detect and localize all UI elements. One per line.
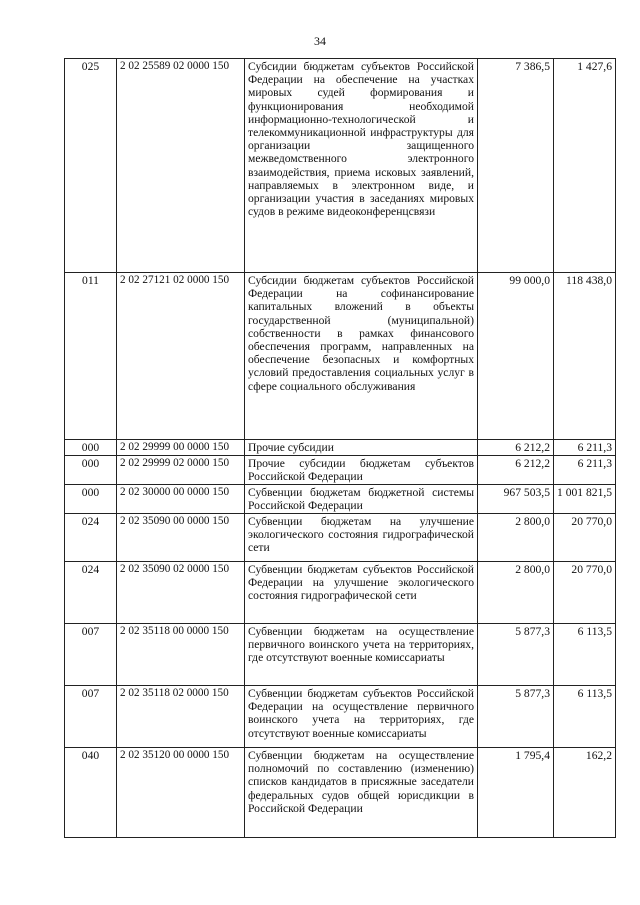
row-code-cell: 007	[65, 686, 117, 748]
row-value-2019-cell: 6 212,2	[478, 456, 554, 485]
row-code-cell: 024	[65, 562, 117, 624]
row-value-2020-cell: 6 211,3	[554, 440, 616, 456]
row-kbk-cell: 2 02 25589 02 0000 150	[117, 59, 245, 273]
row-value-2020-cell: 118 438,0	[554, 273, 616, 440]
row-value-2020-cell: 162,2	[554, 748, 616, 838]
page-number: 34	[314, 34, 326, 48]
row-value-2020-cell: 20 770,0	[554, 562, 616, 624]
table-row	[65, 485, 616, 514]
row-value-2019-cell: 99 000,0	[478, 273, 554, 440]
row-kbk-cell: 2 02 29999 00 0000 150	[117, 440, 245, 456]
row-value-2019-cell: 967 503,5	[478, 485, 554, 514]
row-value-2020-cell: 6 113,5	[554, 624, 616, 686]
row-name-cell: Субвенции бюджетам на осуществление полномочий по составлению (изменению) списков кандидатов в присяжные заседатели федеральных судов общей юрисдикции в Российской Федерации	[245, 748, 478, 838]
row-value-2019-cell: 5 877,3	[478, 686, 554, 748]
table-row	[65, 514, 616, 562]
row-code-cell: 011	[65, 273, 117, 440]
table-row	[65, 624, 616, 686]
row-name-cell: Субвенции бюджетам на улучшение экологического состояния гидрографической сети	[245, 514, 478, 562]
row-value-2019-cell: 2 800,0	[478, 562, 554, 624]
row-value-2020-cell: 6 211,3	[554, 456, 616, 485]
row-kbk-cell: 2 02 30000 00 0000 150	[117, 485, 245, 514]
row-value-2019-cell: 6 212,2	[478, 440, 554, 456]
row-kbk-cell: 2 02 35118 00 0000 150	[117, 624, 245, 686]
row-kbk-cell: 2 02 35118 02 0000 150	[117, 686, 245, 748]
row-name-cell: Субвенции бюджетам на осуществление первичного воинского учета на территориях, где отсутствуют военные комиссариаты	[245, 624, 478, 686]
budget-table-body	[65, 59, 616, 838]
row-kbk-cell: 2 02 29999 02 0000 150	[117, 456, 245, 485]
row-name-cell: Субвенции бюджетам субъектов Российской Федерации на осуществление первичного воинского учета на территориях, где отсутствуют военные комиссариаты	[245, 686, 478, 748]
table-row	[65, 456, 616, 485]
row-value-2020-cell: 1 001 821,5	[554, 485, 616, 514]
row-value-2020-cell: 20 770,0	[554, 514, 616, 562]
row-name-cell: Прочие субсидии бюджетам субъектов Российской Федерации	[245, 456, 478, 485]
row-value-2020-cell: 1 427,6	[554, 59, 616, 273]
row-value-2019-cell: 5 877,3	[478, 624, 554, 686]
table-row	[65, 748, 616, 838]
row-kbk-cell: 2 02 35090 02 0000 150	[117, 562, 245, 624]
table-row	[65, 686, 616, 748]
row-code-cell: 025	[65, 59, 117, 273]
row-name-cell: Субсидии бюджетам субъектов Российской Федерации на обеспечение на участках мировых судей формирования и функционирования необходимой информационно-технологической и телекоммуникационной инфраструктуры для организации защищенного межведомственного электронного взаимодействия, приема исковых заявлений, направляемых в электронном виде, и организации участия в заседаниях мировых судов в режиме видеоконференцсвязи	[245, 59, 478, 273]
table-row	[65, 273, 616, 440]
row-name-cell: Субвенции бюджетам бюджетной системы Российской Федерации	[245, 485, 478, 514]
row-value-2019-cell: 1 795,4	[478, 748, 554, 838]
row-kbk-cell: 2 02 35120 00 0000 150	[117, 748, 245, 838]
row-value-2019-cell: 7 386,5	[478, 59, 554, 273]
row-value-2019-cell: 2 800,0	[478, 514, 554, 562]
table-row	[65, 440, 616, 456]
row-code-cell: 024	[65, 514, 117, 562]
row-code-cell: 040	[65, 748, 117, 838]
row-value-2020-cell: 6 113,5	[554, 686, 616, 748]
table-row	[65, 562, 616, 624]
row-code-cell: 000	[65, 456, 117, 485]
budget-table	[64, 58, 616, 838]
row-code-cell: 007	[65, 624, 117, 686]
row-name-cell: Прочие субсидии	[245, 440, 478, 456]
row-code-cell: 000	[65, 485, 117, 514]
row-kbk-cell: 2 02 35090 00 0000 150	[117, 514, 245, 562]
table-row	[65, 59, 616, 273]
row-name-cell: Субвенции бюджетам субъектов Российской Федерации на улучшение экологического состояния гидрографической сети	[245, 562, 478, 624]
row-name-cell: Субсидии бюджетам субъектов Российской Федерации на софинансирование капитальных вложений в объекты государственной (муниципальной) собственности в рамках финансового обеспечения программ, направленных на обеспечение безопасных и комфортных условий предоставления социальных услуг в сфере социального обслуживания	[245, 273, 478, 440]
row-kbk-cell: 2 02 27121 02 0000 150	[117, 273, 245, 440]
row-code-cell: 000	[65, 440, 117, 456]
